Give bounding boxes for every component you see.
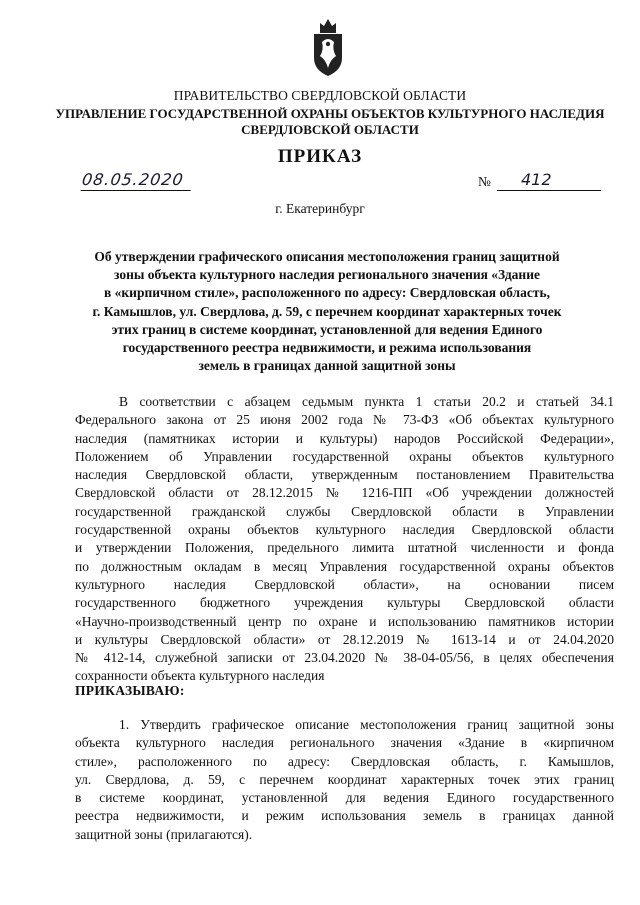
preamble-line: «Научно-производственный центр по охране и использованию памятников истории (75, 613, 614, 629)
handwritten-date: 08.05.2020 (81, 170, 194, 191)
order-item-1 (75, 716, 614, 844)
preamble-line: наследия (памятниках истории и культуры) народов Российской Федерации», (75, 430, 614, 446)
preamble-line: Свердловской области от 28.12.2015 № 1216-ПП «Об учреждении должностей (75, 485, 614, 501)
order-subject (62, 248, 592, 375)
subject-line: государственного реестра недвижимости, и режима использования (122, 340, 532, 356)
preamble-line: № 412-14, служебной записки от 23.04.2020 № 38-04-05/56, в целях обеспечения (75, 650, 614, 666)
preamble-line: государственной гражданской службы Свердловской области в Управлении (75, 503, 614, 519)
item-line: в системе координат, установленной для ведения Единого государственного (75, 790, 614, 806)
preamble-line: Положением об Управлении государственной охраны объектов культурного (75, 448, 614, 464)
item-line: стиле», расположенного по адресу: Свердловская область, г. Камышлов, (75, 753, 614, 769)
preamble-line: государственного бюджетного учреждения культуры Свердловской области (75, 595, 614, 611)
preamble-line: наследия Свердловской области, утвержденным постановлением Правительства (75, 467, 614, 483)
department-name (40, 106, 620, 138)
preamble-line: по должностным окладам в месяц Управления государственной охраны объектов (75, 558, 614, 574)
preamble-line: государственной охраны объектов культурного наследия Свердловской области (75, 522, 614, 538)
subject-line: в «кирпичном стиле», расположенного по адресу: Свердловская область, (103, 285, 551, 301)
coat-of-arms-icon (310, 16, 346, 78)
item-line: реестра недвижимости, и режим использования земель в границах данной (75, 808, 614, 824)
preamble-line: Федерального закона от 25 июня 2002 года № 73-ФЗ «Об объектах культурного (75, 412, 614, 428)
preamble-line: В соответствии с абзацем седьмым пункта 1 статьи 20.2 и статьей 34.1 (119, 394, 614, 409)
government-name: ПРАВИТЕЛЬСТВО СВЕРДЛОВСКОЙ ОБЛАСТИ (173, 88, 467, 103)
preamble-line: сохранности объекта культурного наследия (75, 668, 325, 684)
preamble-line: культурного наследия Свердловской области», на основании писем (75, 576, 614, 592)
subject-line: г. Камышлов, ул. Свердлова, д. 59, с перечнем координат характерных точек (92, 303, 562, 319)
subject-line: зоны объекта культурного наследия регионального значения «Здание (114, 267, 540, 283)
subject-line: Об утверждении графического описания местоположения границ защитной (94, 249, 560, 264)
subject-line: земель в границах данной защитной зоны (198, 358, 456, 374)
city: г. Екатеринбург (275, 201, 365, 216)
number-label: № (478, 174, 491, 189)
subject-line: этих границ в системе координат, установленной для ведения Единого (111, 321, 543, 337)
document-type: ПРИКАЗ (277, 146, 363, 167)
item-line: 1. Утвердить графическое описание местоположения границ защитной зоны (119, 717, 614, 732)
item-line: объекта культурного наследия регионального значения «Здание в «кирпичном (75, 735, 614, 751)
item-line: ул. Свердлова, д. 59, с перечнем координат характерных точек этих границ (75, 771, 614, 787)
preamble-line: и культуры Свердловской области» от 28.12.2019 № 1613-14 и от 24.04.2020 (75, 631, 614, 647)
department-line: СВЕРДЛОВСКОЙ ОБЛАСТИ (241, 122, 419, 137)
order-word: ПРИКАЗЫВАЮ: (75, 683, 185, 698)
handwritten-number: 412 (497, 170, 601, 191)
item-line: защитной зоны (прилагаются). (75, 826, 253, 842)
department-line: УПРАВЛЕНИЕ ГОСУДАРСТВЕННОЙ ОХРАНЫ ОБЪЕКТОВ КУЛЬТУРНОГО НАСЛЕДИЯ (55, 106, 605, 121)
preamble-paragraph (75, 393, 614, 686)
preamble-line: и утверждении Положения, предельного лимита штатной численности и фонда (75, 540, 614, 556)
